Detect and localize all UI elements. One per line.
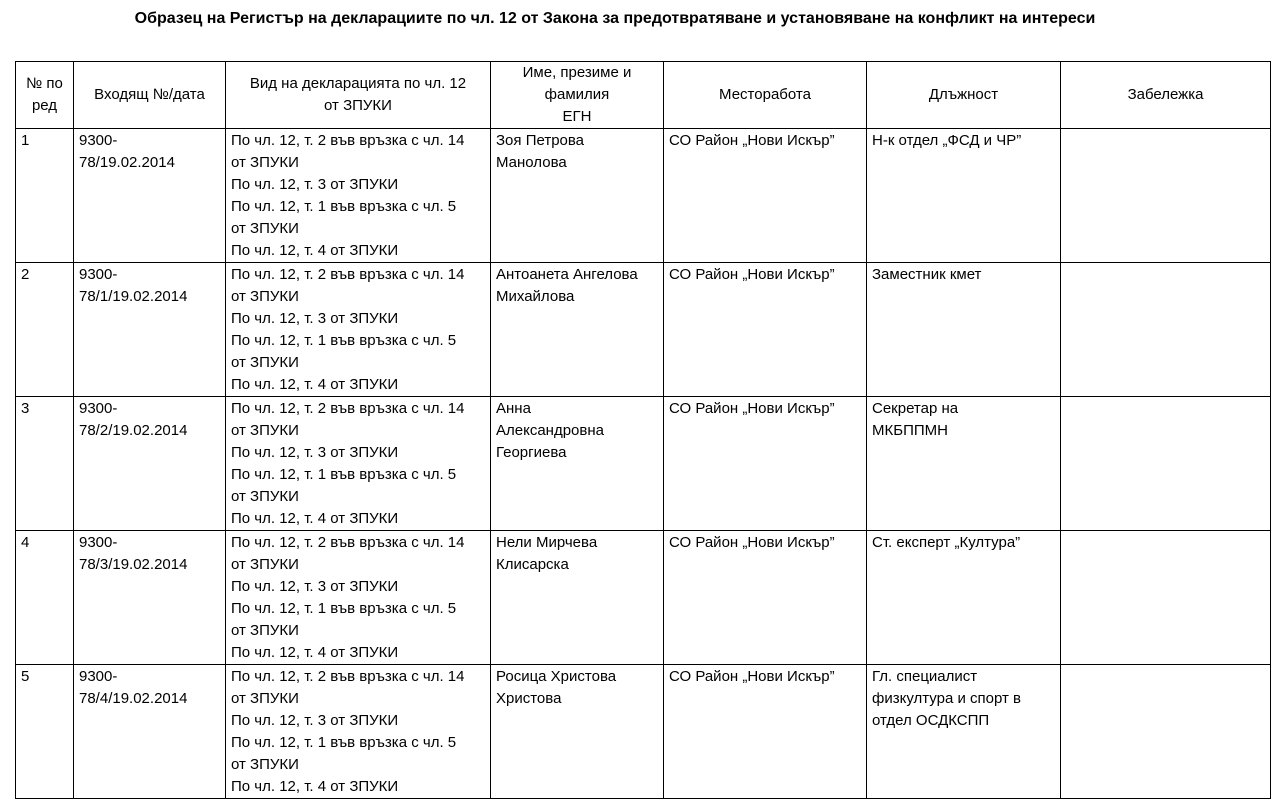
position-line: Гл. специалист: [872, 668, 978, 685]
header-row-number: [16, 62, 74, 129]
declaration-line: от ЗПУКИ: [231, 756, 299, 773]
name-line: Александровна: [496, 422, 604, 439]
header-note: [1061, 62, 1271, 129]
position-line: Н-к отдел „ФСД и ЧР”: [872, 132, 1022, 149]
cell-incoming: [74, 531, 226, 665]
name-line: Росица Христова: [496, 668, 617, 685]
incoming-text: 9300-: [79, 132, 118, 149]
row-number: 4: [21, 534, 30, 551]
cell-declaration: [226, 665, 491, 799]
position-line: Ст. експерт „Култура”: [872, 534, 1021, 551]
incoming-text: 9300-: [79, 400, 118, 417]
declaration-line: от ЗПУКИ: [231, 622, 299, 639]
declaration-line: от ЗПУКИ: [231, 422, 299, 439]
cell-position: [867, 397, 1061, 531]
header-position: [867, 62, 1061, 129]
header-text: фамилия: [544, 86, 610, 103]
declaration-line: от ЗПУКИ: [231, 288, 299, 305]
cell-number: [16, 263, 74, 397]
declaration-line: По чл. 12, т. 3 от ЗПУКИ: [231, 712, 399, 729]
incoming-text: 9300-: [79, 534, 118, 551]
declaration-line: от ЗПУКИ: [231, 354, 299, 371]
declaration-line: от ЗПУКИ: [231, 154, 299, 171]
workplace-text: СО Район „Нови Искър”: [669, 132, 835, 149]
declaration-line: от ЗПУКИ: [231, 556, 299, 573]
cell-position: [867, 531, 1061, 665]
incoming-text: 78/1/19.02.2014: [79, 288, 188, 305]
header-text: от ЗПУКИ: [324, 97, 392, 114]
declaration-line: По чл. 12, т. 2 във връзка с чл. 14: [231, 132, 465, 149]
table-row: [16, 129, 1271, 263]
declaration-line: По чл. 12, т. 4 от ЗПУКИ: [231, 242, 399, 259]
register-table: [15, 61, 1271, 799]
cell-note: [1061, 129, 1271, 263]
cell-declaration: [226, 531, 491, 665]
declaration-line: По чл. 12, т. 1 във връзка с чл. 5: [231, 734, 457, 751]
header-text: Длъжност: [928, 86, 999, 103]
cell-workplace: [664, 665, 867, 799]
header-text: ЕГН: [562, 108, 592, 125]
declaration-line: от ЗПУКИ: [231, 690, 299, 707]
cell-position: [867, 263, 1061, 397]
header-text: Забележка: [1127, 86, 1204, 103]
cell-declaration: [226, 129, 491, 263]
header-row: [16, 62, 1271, 129]
cell-name: [491, 531, 664, 665]
declaration-line: По чл. 12, т. 2 във връзка с чл. 14: [231, 534, 465, 551]
declaration-line: По чл. 12, т. 3 от ЗПУКИ: [231, 444, 399, 461]
cell-note: [1061, 397, 1271, 531]
declaration-line: от ЗПУКИ: [231, 220, 299, 237]
position-line: Секретар на: [872, 400, 959, 417]
header-text: ред: [31, 97, 58, 114]
header-text: Вид на декларацията по чл. 12: [249, 75, 467, 92]
header-incoming-number: [74, 62, 226, 129]
cell-workplace: [664, 263, 867, 397]
workplace-text: СО Район „Нови Искър”: [669, 400, 835, 417]
header-full-name: [491, 62, 664, 129]
cell-name: [491, 129, 664, 263]
incoming-text: 78/4/19.02.2014: [79, 690, 188, 707]
header-declaration-type: [226, 62, 491, 129]
declaration-line: По чл. 12, т. 4 от ЗПУКИ: [231, 510, 399, 527]
cell-number: [16, 665, 74, 799]
row-number: 2: [21, 266, 30, 283]
row-number: 3: [21, 400, 30, 417]
cell-workplace: [664, 531, 867, 665]
cell-number: [16, 531, 74, 665]
header-text: № по: [26, 75, 63, 92]
cell-number: [16, 129, 74, 263]
name-line: Анна: [496, 400, 531, 417]
declaration-line: от ЗПУКИ: [231, 488, 299, 505]
position-line: МКБППМН: [872, 422, 948, 439]
row-number: 5: [21, 668, 30, 685]
declaration-line: По чл. 12, т. 2 във връзка с чл. 14: [231, 668, 465, 685]
name-line: Клисарска: [496, 556, 569, 573]
table-row: [16, 665, 1271, 799]
cell-note: [1061, 665, 1271, 799]
cell-workplace: [664, 129, 867, 263]
cell-incoming: [74, 397, 226, 531]
declaration-line: По чл. 12, т. 4 от ЗПУКИ: [231, 778, 399, 795]
incoming-text: 9300-: [79, 668, 118, 685]
header-text: Входящ №/дата: [94, 86, 205, 103]
workplace-text: СО Район „Нови Искър”: [669, 668, 835, 685]
cell-name: [491, 397, 664, 531]
name-line: Христова: [496, 690, 562, 707]
declaration-line: По чл. 12, т. 2 във връзка с чл. 14: [231, 266, 465, 283]
declaration-line: По чл. 12, т. 1 във връзка с чл. 5: [231, 600, 457, 617]
cell-note: [1061, 263, 1271, 397]
name-line: Манолова: [496, 154, 567, 171]
incoming-text: 9300-: [79, 266, 118, 283]
cell-incoming: [74, 263, 226, 397]
incoming-text: 78/19.02.2014: [79, 154, 175, 171]
declaration-line: По чл. 12, т. 3 от ЗПУКИ: [231, 176, 399, 193]
declaration-line: По чл. 12, т. 1 във връзка с чл. 5: [231, 466, 457, 483]
cell-position: [867, 665, 1061, 799]
table-row: [16, 263, 1271, 397]
cell-declaration: [226, 263, 491, 397]
cell-incoming: [74, 129, 226, 263]
name-line: Нели Мирчева: [496, 534, 598, 551]
row-number: 1: [21, 132, 30, 149]
declaration-line: По чл. 12, т. 2 във връзка с чл. 14: [231, 400, 465, 417]
name-line: Антоанета Ангелова: [496, 266, 638, 283]
header-workplace: [664, 62, 867, 129]
position-line: отдел ОСДКСПП: [872, 712, 990, 729]
declaration-line: По чл. 12, т. 1 във връзка с чл. 5: [231, 332, 457, 349]
cell-number: [16, 397, 74, 531]
incoming-text: 78/3/19.02.2014: [79, 556, 188, 573]
incoming-text: 78/2/19.02.2014: [79, 422, 188, 439]
document-title: Образец на Регистър на декларациите по чл. 12 от Закона за предотвратяване и установяване на конфликт на интереси: [134, 10, 1096, 27]
position-line: физкултура и спорт в: [872, 690, 1022, 707]
declaration-line: По чл. 12, т. 4 от ЗПУКИ: [231, 376, 399, 393]
header-text: Име, презиме и: [522, 64, 632, 81]
position-line: Заместник кмет: [872, 266, 982, 283]
workplace-text: СО Район „Нови Искър”: [669, 266, 835, 283]
table-row: [16, 397, 1271, 531]
declaration-line: По чл. 12, т. 3 от ЗПУКИ: [231, 310, 399, 327]
table-row: [16, 531, 1271, 665]
cell-name: [491, 263, 664, 397]
cell-incoming: [74, 665, 226, 799]
header-text: Месторабота: [719, 86, 811, 103]
name-line: Зоя Петрова: [496, 132, 585, 149]
name-line: Георгиева: [496, 444, 567, 461]
declaration-line: По чл. 12, т. 3 от ЗПУКИ: [231, 578, 399, 595]
name-line: Михайлова: [496, 288, 575, 305]
declaration-line: По чл. 12, т. 4 от ЗПУКИ: [231, 644, 399, 661]
declaration-line: По чл. 12, т. 1 във връзка с чл. 5: [231, 198, 457, 215]
cell-note: [1061, 531, 1271, 665]
cell-position: [867, 129, 1061, 263]
cell-name: [491, 665, 664, 799]
cell-declaration: [226, 397, 491, 531]
workplace-text: СО Район „Нови Искър”: [669, 534, 835, 551]
cell-workplace: [664, 397, 867, 531]
